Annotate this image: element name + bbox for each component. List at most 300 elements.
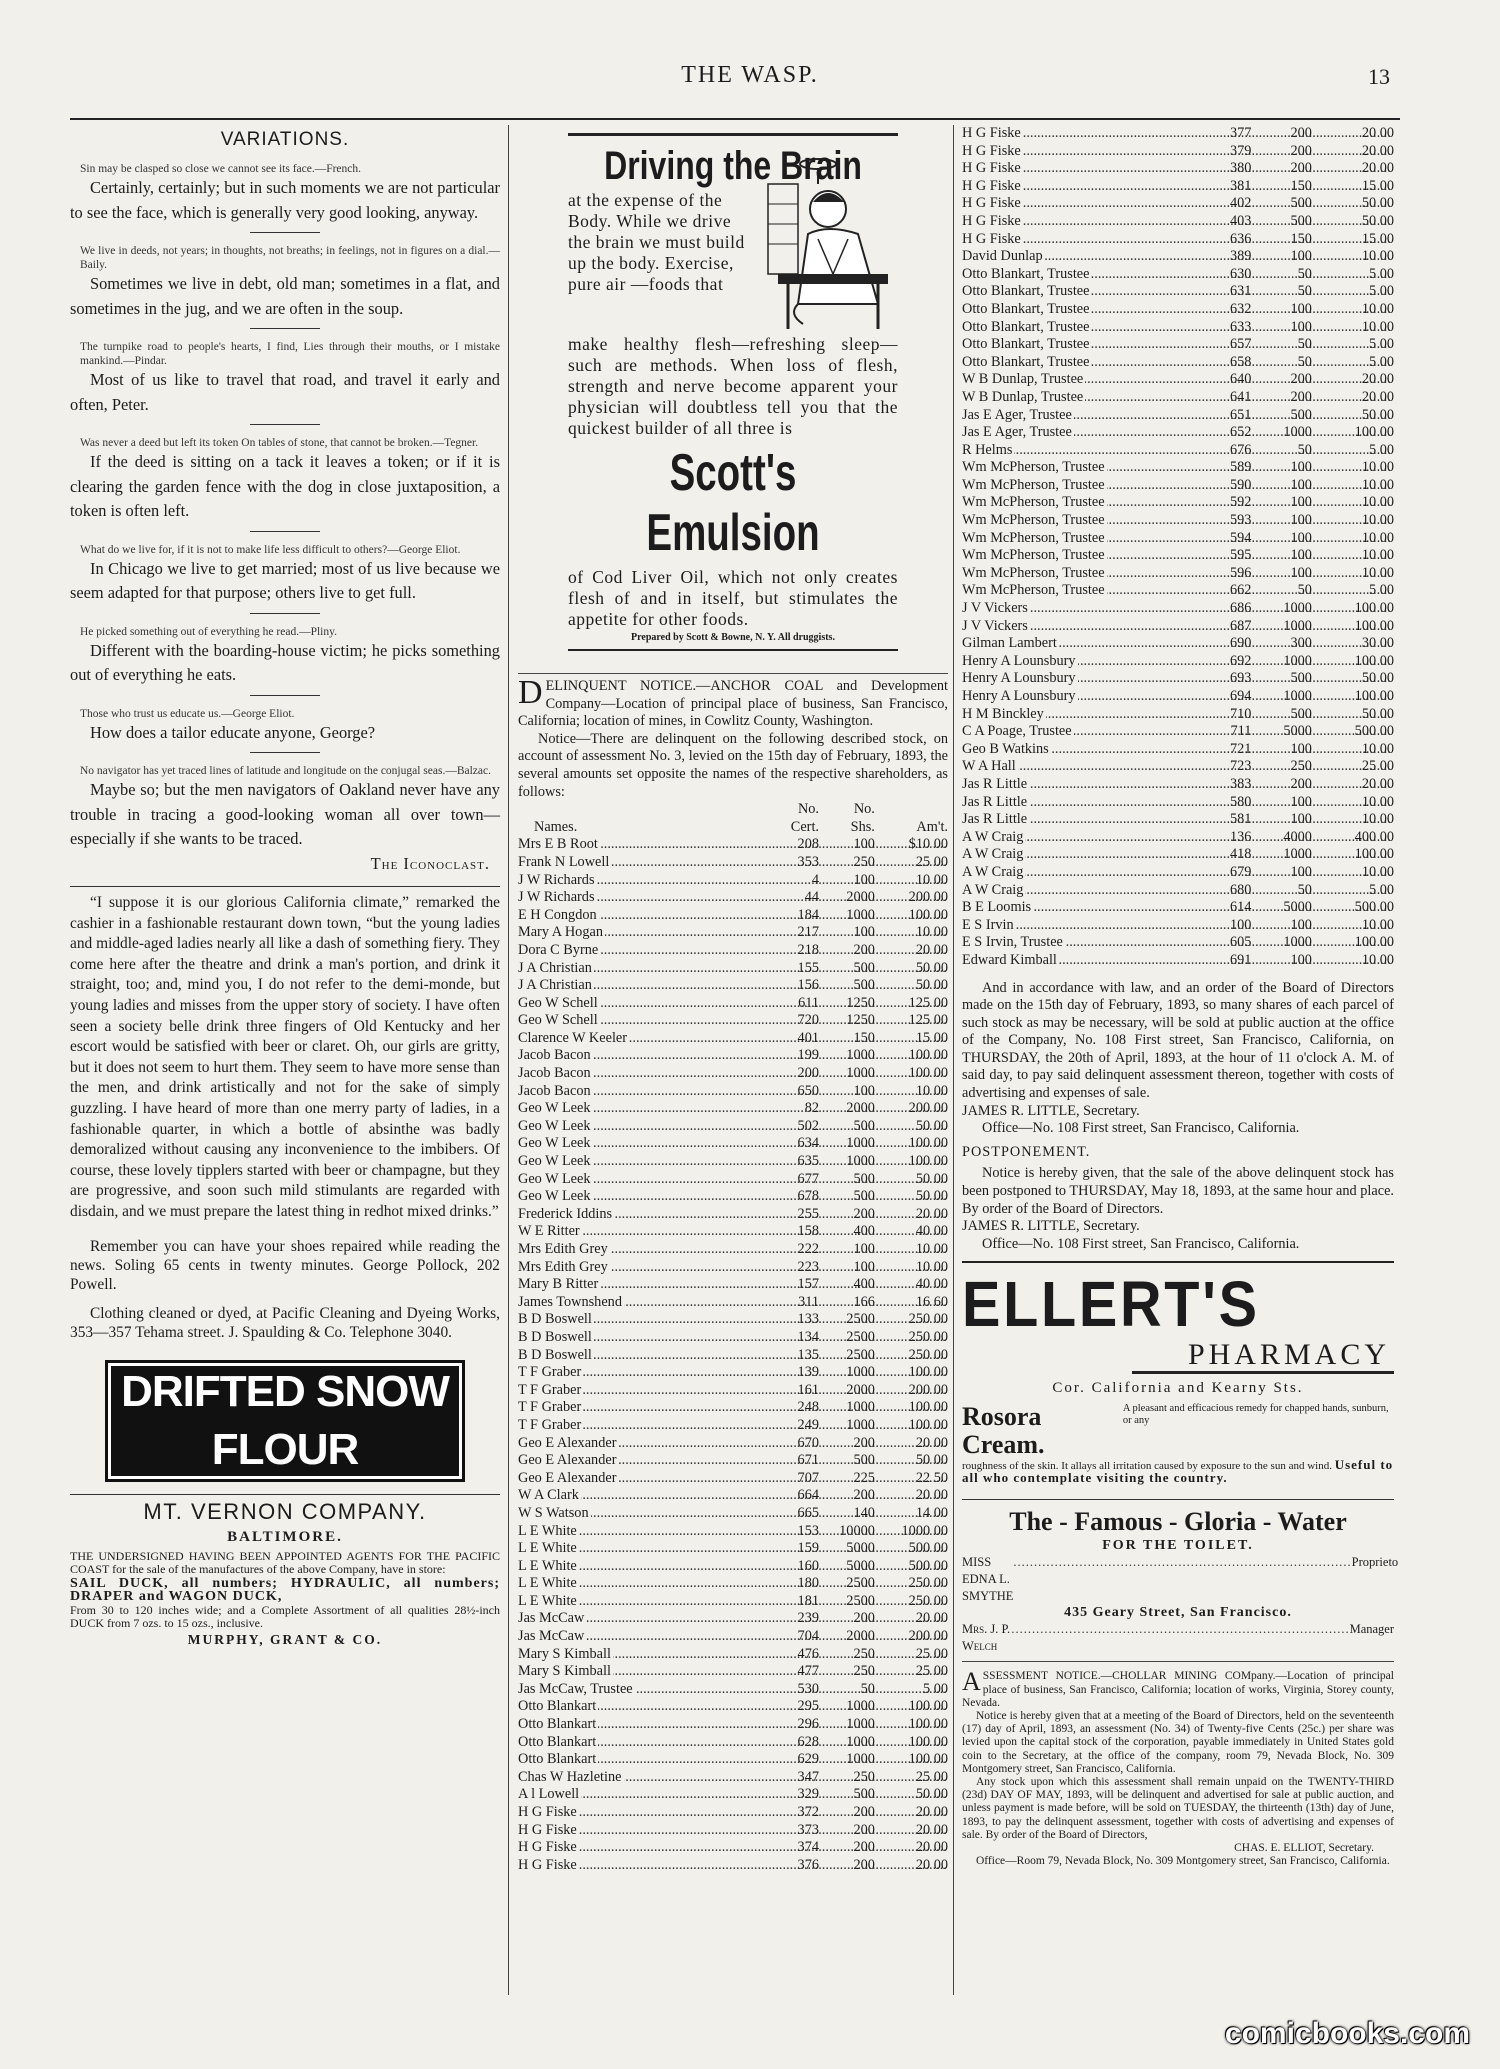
amount: 20 00	[915, 1839, 948, 1856]
amount: 400 00	[1354, 828, 1394, 845]
table-row	[518, 1540, 948, 1558]
name-text: Mary S Kimball	[518, 1663, 611, 1680]
cert-number: 380	[1229, 160, 1252, 177]
shareholder-name	[518, 1452, 767, 1470]
amount: 500 00	[908, 1540, 948, 1557]
amount: 10 00	[1361, 512, 1394, 529]
amount: 5 00	[1368, 283, 1394, 300]
divider	[250, 613, 320, 614]
divider	[70, 886, 500, 887]
shareholder-name	[962, 723, 1200, 741]
name-text: Jas R Little	[962, 775, 1028, 792]
table-row	[962, 582, 1394, 600]
shares: 500	[1290, 670, 1312, 687]
cert-number: 693	[1229, 670, 1252, 687]
cert-number: 707	[797, 1469, 819, 1486]
amount: 100 00	[1354, 934, 1394, 951]
shareholder-name	[962, 653, 1200, 671]
shareholder-name	[962, 319, 1200, 337]
shareholder-name	[518, 1540, 767, 1558]
variations-list	[70, 162, 500, 852]
shares: 50	[1297, 336, 1312, 353]
cert-number: 590	[1229, 476, 1252, 493]
shares: 5000	[846, 1540, 875, 1557]
cert-number: 218	[797, 941, 819, 958]
name-text: H G Fiske	[962, 212, 1021, 229]
amount: 5 00	[1368, 353, 1394, 370]
name-text: B D Boswell	[518, 1346, 592, 1363]
cert-number: 530	[797, 1680, 819, 1697]
shareholder-name	[518, 1012, 767, 1030]
name-text: C A Poage, Trustee	[962, 723, 1072, 740]
cert-number: 161	[797, 1381, 819, 1398]
cert-number: 632	[1229, 300, 1252, 317]
shares: 100	[1290, 529, 1312, 546]
shareholder-name	[518, 1681, 767, 1699]
name-text: Otto Blankart, Trustee	[962, 283, 1090, 300]
header-cert: Cert.	[790, 818, 819, 835]
cert-number: 678	[797, 1188, 819, 1205]
ellerts-pharmacy-ad	[962, 1269, 1394, 1485]
cert-number: 711	[1230, 723, 1252, 740]
shareholder-name	[962, 565, 1200, 583]
shareholder-name	[518, 1259, 767, 1277]
shares: 100	[1290, 564, 1312, 581]
shares: 1000	[1283, 617, 1312, 634]
shares: 500	[853, 1117, 875, 1134]
amount: 16 60	[915, 1293, 948, 1310]
amount: 5 00	[1368, 441, 1394, 458]
table-row	[518, 942, 948, 960]
postponement-office: Office—No. 108 First street, San Francisco, California.	[982, 1235, 1300, 1252]
amount: 10 00	[915, 1082, 948, 1099]
amount: 500 00	[1354, 723, 1394, 740]
table-row	[962, 688, 1394, 706]
table-row	[962, 670, 1394, 688]
cert-number: 691	[1229, 951, 1252, 968]
gloria-water-ad	[962, 1499, 1399, 1655]
name-text: A W Craig	[962, 863, 1024, 880]
shares: 1000	[846, 1733, 875, 1750]
name-text: Otto Blankart	[518, 1716, 597, 1733]
table-row	[518, 1716, 948, 1734]
name-text: W B Dunlap, Trustee	[962, 371, 1084, 388]
table-row	[962, 600, 1394, 618]
shareholder-name	[962, 407, 1200, 425]
amount: 15 00	[1361, 230, 1394, 247]
shares: 50	[1297, 283, 1312, 300]
shares: 500	[853, 1786, 875, 1803]
name-text: David Dunlap	[962, 248, 1043, 265]
cert-number: 631	[1229, 283, 1252, 300]
shares: 2500	[846, 1592, 875, 1609]
name-text: Mary A Hogan	[518, 924, 603, 941]
shares: 4000	[1283, 828, 1312, 845]
gloria-owner-name: MISS EDNA L. SMYTHE	[962, 1555, 1014, 1604]
name-text: Otto Blankart	[518, 1733, 597, 1750]
table-row	[962, 143, 1394, 161]
shareholder-name	[962, 459, 1200, 477]
table-row	[518, 1241, 948, 1259]
cert-number: 658	[1229, 353, 1252, 370]
amount: 20 00	[915, 1804, 948, 1820]
shares: 200	[1290, 125, 1312, 141]
name-text: Otto Blankart, Trustee	[962, 353, 1090, 370]
name-text: W B Dunlap, Trustee	[962, 388, 1084, 405]
epigraph-quote: Those who trust us educate us.—George Eliot.	[80, 707, 295, 720]
shareholder-name	[518, 1857, 767, 1875]
cert-number: 677	[797, 1170, 819, 1187]
table-row	[518, 1857, 948, 1875]
name-text: T F Graber	[518, 1364, 582, 1381]
shares: 200	[853, 1804, 875, 1820]
shareholder-name	[962, 794, 1200, 812]
cert-number: 671	[797, 1452, 819, 1469]
table-row	[962, 864, 1394, 882]
cert-number: 248	[797, 1399, 819, 1416]
table-row	[518, 872, 948, 890]
table-row	[518, 1012, 948, 1030]
table-row	[962, 494, 1394, 512]
name-text: Wm McPherson, Trustee	[962, 529, 1105, 546]
amount: 100 00	[908, 1399, 948, 1416]
table-row	[518, 1311, 948, 1329]
shareholder-name	[962, 160, 1200, 178]
name-text: Geo W Schell	[518, 994, 598, 1011]
epigraph-quote: He picked something out of everything he read.—Pliny.	[80, 625, 337, 638]
divider	[250, 232, 320, 233]
name-text: Jacob Bacon	[518, 1082, 591, 1099]
shares: 140	[853, 1504, 875, 1521]
table-row	[962, 741, 1394, 759]
name-text: Mary B Ritter	[518, 1276, 599, 1293]
name-text: J A Christian	[518, 977, 592, 994]
name-text: Jas McCaw, Trustee	[518, 1680, 633, 1697]
table-row	[962, 283, 1394, 301]
name-text: H G Fiske	[518, 1856, 577, 1873]
table-row	[518, 1135, 948, 1153]
shareholder-name	[518, 1417, 767, 1435]
shares: 1000	[1283, 846, 1312, 863]
cert-number: 377	[1229, 125, 1252, 141]
shareholder-name	[518, 1364, 767, 1382]
dropcap: A	[962, 1667, 981, 1697]
shareholder-name	[962, 389, 1200, 407]
amount: 20 00	[915, 941, 948, 958]
gloria-manager-role: Manager	[1349, 1622, 1394, 1637]
gloria-title: The - Famous - Gloria - Water	[962, 1499, 1394, 1538]
shares: 200	[1290, 142, 1312, 159]
amount: 5 00	[1368, 881, 1394, 898]
shareholder-name	[518, 924, 767, 942]
amount: 20 00	[1361, 142, 1394, 159]
shares: 250	[853, 853, 875, 870]
shares: 1000	[1283, 652, 1312, 669]
amount: 100 00	[908, 1153, 948, 1170]
amount: 20 00	[1361, 125, 1394, 141]
name-text: Geo E Alexander	[518, 1434, 617, 1451]
amount: $10 00	[908, 836, 948, 853]
table-row	[518, 1610, 948, 1628]
cert-number: 373	[797, 1821, 819, 1838]
shareholder-name	[518, 1698, 767, 1716]
name-text: J W Richards	[518, 889, 595, 906]
amount: 5 00	[922, 1680, 948, 1697]
amount: 10 00	[1361, 494, 1394, 511]
shareholder-name	[962, 301, 1200, 319]
header-no-shs: No.	[853, 801, 875, 818]
shares: 100	[853, 1082, 875, 1099]
shares: 200	[853, 1434, 875, 1451]
ad-bottom-rule	[568, 649, 898, 651]
shares: 1000	[846, 1751, 875, 1768]
scott-text-2: make healthy flesh—refreshing sleep—such are methods. When loss of flesh, strength and nerve become apparent your physician will doubtless tell you that the quickest builder of all three is	[568, 334, 898, 438]
table-row	[518, 1329, 948, 1347]
name-text: Frank N Lowell	[518, 853, 610, 870]
shares: 2500	[846, 1575, 875, 1592]
amount: 10 00	[915, 871, 948, 888]
cert-number: 153	[797, 1522, 819, 1539]
shares: 200	[853, 941, 875, 958]
table-row	[518, 924, 948, 942]
shares: 250	[853, 1645, 875, 1662]
table-row	[962, 899, 1394, 917]
amount: 20 00	[1361, 388, 1394, 405]
name-text: L E White	[518, 1592, 577, 1609]
amount: 25 00	[915, 853, 948, 870]
amount: 15 00	[915, 1029, 948, 1046]
divider	[250, 752, 320, 753]
name-text: Henry A Lounsbury	[962, 688, 1076, 704]
name-text: H G Fiske	[962, 177, 1021, 194]
amount: 50 00	[915, 959, 948, 976]
name-text: Geo W Leek	[518, 1117, 591, 1134]
shares: 100	[853, 924, 875, 941]
flour-agents-text	[70, 1550, 500, 1647]
cert-number: 581	[1229, 811, 1252, 828]
shares: 100	[1290, 793, 1312, 810]
shareholder-name	[962, 776, 1200, 794]
shares: 500	[853, 1452, 875, 1469]
table-row	[518, 1822, 948, 1840]
shareholder-name	[518, 1329, 767, 1347]
table-row	[518, 1505, 948, 1523]
flour-brand-logo: DRIFTED SNOW FLOUR	[105, 1360, 465, 1482]
table-row	[962, 354, 1394, 372]
shareholder-name	[518, 1276, 767, 1294]
shares: 1000	[846, 1399, 875, 1416]
shareholder-name	[518, 1804, 767, 1822]
cert-number: 651	[1229, 406, 1252, 423]
shareholder-name	[518, 960, 767, 978]
table-row	[518, 854, 948, 872]
shareholder-name	[518, 1206, 767, 1224]
cert-number: 614	[1229, 899, 1252, 916]
shareholder-name	[962, 952, 1200, 970]
cert-number: 180	[797, 1575, 819, 1592]
name-text: Otto Blankart, Trustee	[962, 336, 1090, 353]
amount: 20 00	[1361, 371, 1394, 388]
name-text: T F Graber	[518, 1399, 582, 1416]
amount: 250 00	[908, 1575, 948, 1592]
shares: 500	[853, 1170, 875, 1187]
name-text: Mrs Edith Grey	[518, 1258, 608, 1275]
amount: 50 00	[915, 1452, 948, 1469]
shareholders-table-1	[518, 801, 948, 1874]
table-row	[518, 1259, 948, 1277]
name-text: Jas R Little	[962, 811, 1028, 828]
cert-number: 679	[1229, 863, 1252, 880]
table-row	[518, 1646, 948, 1664]
table-row	[518, 1188, 948, 1206]
dropcap: D	[518, 674, 543, 711]
rosora-title: Rosora Cream.	[962, 1402, 1045, 1460]
shareholder-name	[962, 266, 1200, 284]
shareholder-name	[518, 1311, 767, 1329]
shareholder-name	[518, 1399, 767, 1417]
variation-text: Different with the boarding-house victim; he picks something out of everything he eats.	[70, 640, 500, 684]
shareholder-name	[962, 741, 1200, 759]
table-row	[518, 1769, 948, 1787]
cert-number: 158	[797, 1223, 819, 1240]
cert-number: 630	[1229, 265, 1252, 282]
variations-title: VARIATIONS.	[220, 129, 350, 150]
name-text: B D Boswell	[518, 1328, 592, 1345]
cert-number: 295	[797, 1698, 819, 1715]
page-number: 13	[1368, 64, 1390, 89]
name-text: Jas E Ager, Trustee	[962, 406, 1072, 423]
name-text: Wm McPherson, Trustee	[962, 564, 1105, 581]
shares: 100	[1290, 916, 1312, 933]
amount: 200 00	[908, 1628, 948, 1645]
shareholder-name	[962, 371, 1200, 389]
rosora-desc-2: roughness of the skin. It allays all irritation caused by exposure to the sun and wind.	[962, 1460, 1332, 1473]
table-row	[518, 1065, 948, 1083]
shareholder-name	[962, 618, 1200, 636]
cert-number: 135	[797, 1346, 819, 1363]
shareholder-name	[962, 125, 1200, 143]
shares: 1000	[846, 1698, 875, 1715]
table-row	[962, 248, 1394, 266]
name-text: Mrs E B Root	[518, 836, 598, 853]
flour-text-1: THE UNDERSIGNED HAVING BEEN APPOINTED AGENTS FOR THE PACIFIC COAST for the sale of the manufactures of the above Company, have in store:	[70, 1548, 500, 1576]
amount: 50 00	[1361, 670, 1394, 687]
shareholder-name	[962, 882, 1200, 900]
shareholder-name	[518, 836, 767, 854]
name-text: Geo W Schell	[518, 1012, 598, 1029]
shares: 100	[1290, 248, 1312, 265]
gloria-manager: Mrs. J. P. Welch .................................................................................. Manager	[962, 1622, 1394, 1654]
epigraph-quote: No navigator has yet traced lines of latitude and longitude on the conjugal seas.—Balzac.	[80, 765, 491, 777]
table-row	[518, 1698, 948, 1716]
cert-number: 156	[797, 977, 819, 994]
table-row	[962, 319, 1394, 337]
name-text: Geo W Leek	[518, 1170, 591, 1187]
header-rule	[70, 118, 1400, 120]
amount: 10 00	[1361, 476, 1394, 493]
shareholder-name	[518, 1083, 767, 1101]
name-text: Wm McPherson, Trustee	[962, 547, 1105, 564]
name-text: Geo B Watkins	[962, 740, 1049, 757]
name-text: Wm McPherson, Trustee	[962, 512, 1105, 529]
name-text: Edward Kimball	[962, 951, 1057, 968]
table-row	[518, 1364, 948, 1382]
name-text: Otto Blankart, Trustee	[962, 318, 1090, 335]
cert-number: 670	[797, 1434, 819, 1451]
amount: 10 00	[1361, 951, 1394, 968]
amount: 10 00	[915, 1258, 948, 1275]
shareholders-table-2	[962, 125, 1394, 970]
header-names: Names.	[534, 818, 578, 835]
cert-number: 402	[1229, 195, 1252, 212]
shares: 200	[853, 1487, 875, 1504]
cert-number: 662	[1229, 582, 1252, 599]
amount: 15 00	[1361, 177, 1394, 194]
shareholder-name	[518, 942, 767, 960]
table-row	[962, 565, 1394, 583]
divider	[250, 531, 320, 532]
table-row	[962, 231, 1394, 249]
name-text: Wm McPherson, Trustee	[962, 476, 1105, 493]
amount: 10 00	[915, 1241, 948, 1257]
amount: 5 00	[1368, 582, 1394, 599]
shareholder-name	[518, 907, 767, 925]
scott-text-3: of Cod Liver Oil, which not only creates flesh of and in itself, but stimulates the appetite for other foods.	[568, 567, 898, 629]
shares: 500	[853, 959, 875, 976]
name-text: A l Lowell	[518, 1786, 580, 1803]
name-text: J W Richards	[518, 871, 595, 888]
table-row	[518, 1751, 948, 1769]
amount: 14 00	[915, 1504, 948, 1521]
rosora-desc-1: A pleasant and efficacious remedy for chapped hands, sunburn, or any	[1122, 1403, 1389, 1427]
postponement-title: POSTPONEMENT.	[962, 1143, 1091, 1160]
shares: 1000	[846, 1416, 875, 1433]
amount: 125 00	[908, 994, 948, 1011]
shares: 50	[860, 1680, 875, 1697]
shareholder-name	[962, 582, 1200, 600]
shares: 1000	[846, 1135, 875, 1152]
cert-number: 723	[1229, 758, 1252, 775]
cert-number: 633	[1229, 318, 1252, 335]
amount: 50 00	[1361, 406, 1394, 423]
table-row	[518, 889, 948, 907]
amount: 25 00	[1361, 758, 1394, 775]
shareholder-name	[518, 1822, 767, 1840]
cert-number: 657	[1229, 336, 1252, 353]
divider	[250, 695, 320, 696]
name-text: Geo E Alexander	[518, 1469, 617, 1486]
shareholder-name	[518, 1751, 767, 1769]
shareholder-name	[962, 811, 1200, 829]
divider	[518, 673, 948, 674]
name-text: H G Fiske	[962, 230, 1021, 247]
table-row	[518, 1558, 948, 1576]
shares: 100	[1290, 951, 1312, 968]
amount: 100 00	[908, 1698, 948, 1715]
shares: 250	[853, 1663, 875, 1680]
table-row	[962, 442, 1394, 460]
amount: 25 00	[915, 1768, 948, 1785]
cert-number: 680	[1229, 881, 1252, 898]
cert-number: 611	[798, 994, 819, 1011]
shares: 500	[1290, 212, 1312, 229]
cert-number: 593	[1229, 512, 1252, 529]
shareholder-name	[518, 1118, 767, 1136]
amount: 50 00	[1361, 705, 1394, 722]
shares: 1000	[846, 906, 875, 923]
table-row	[518, 1171, 948, 1189]
table-row	[518, 1487, 948, 1505]
